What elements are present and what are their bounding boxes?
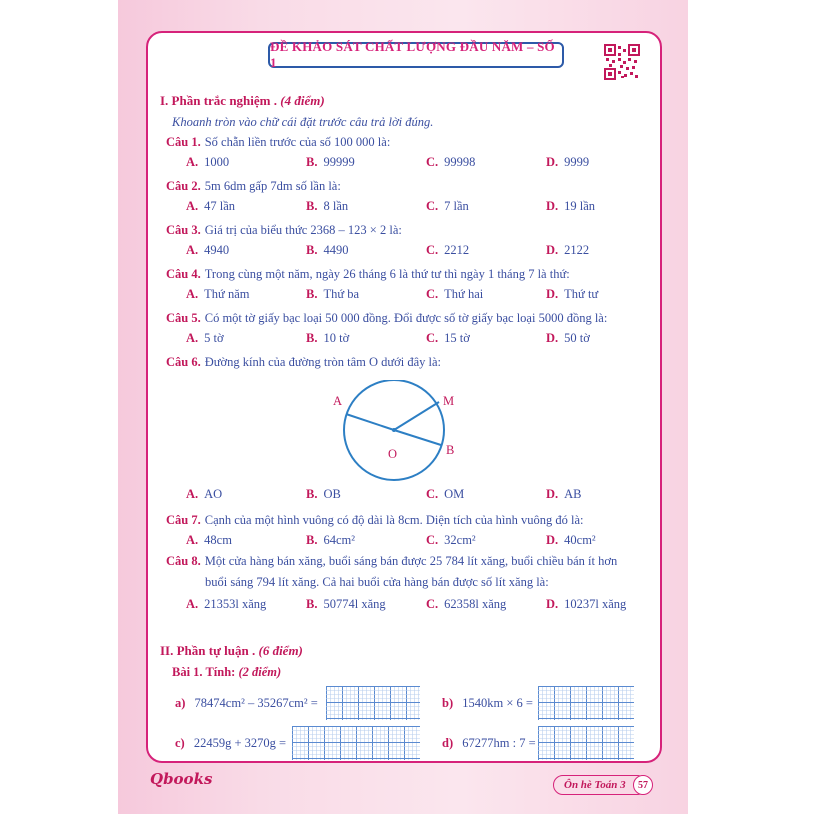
question-5 — [166, 311, 607, 325]
option-a[interactable] — [186, 155, 229, 169]
option-c[interactable] — [426, 287, 483, 301]
option-key: A. — [186, 597, 199, 611]
option-value: 47 lần — [204, 199, 236, 213]
question-label: Câu 3. — [166, 223, 201, 237]
option-a[interactable] — [186, 331, 224, 345]
answer-grid-b[interactable] — [538, 686, 634, 720]
bai1-heading — [172, 665, 281, 679]
option-key: D. — [546, 597, 559, 611]
part2-points: (6 điểm) — [258, 643, 303, 658]
calc-a-key: a) — [175, 696, 186, 710]
option-value: 10237l xăng — [564, 597, 627, 611]
option-b[interactable] — [306, 155, 355, 169]
option-value: 7 lần — [444, 199, 469, 213]
option-d[interactable] — [546, 287, 598, 301]
option-key: A. — [186, 199, 199, 213]
question-text: 5m 6dm gấp 7dm số lần là: — [204, 179, 341, 193]
option-key: D. — [546, 199, 559, 213]
option-key: D. — [546, 287, 559, 301]
option-b[interactable] — [306, 287, 359, 301]
part2-heading — [160, 644, 303, 658]
option-key: A. — [186, 487, 199, 501]
option-value: 40cm² — [564, 533, 596, 547]
option-value: 62358l xăng — [444, 597, 507, 611]
option-value: 50 tờ — [564, 331, 590, 345]
option-a[interactable] — [186, 487, 222, 501]
option-value: 32cm² — [444, 533, 476, 547]
option-key: C. — [426, 155, 439, 169]
option-value: Thứ tư — [564, 287, 599, 301]
option-b[interactable] — [306, 331, 349, 345]
question-1 — [166, 135, 390, 149]
title-box — [268, 39, 564, 70]
option-value: OB — [323, 487, 341, 501]
calc-a-expr: 78474cm² – 35267cm² = — [194, 696, 318, 710]
part1-heading — [160, 94, 325, 108]
option-value: 21353l xăng — [204, 597, 267, 611]
option-d[interactable] — [546, 533, 596, 547]
publisher-logo: Qbooks — [150, 770, 213, 788]
option-a[interactable] — [186, 243, 229, 257]
option-key: C. — [426, 243, 439, 257]
option-key: B. — [306, 533, 318, 547]
option-d[interactable] — [546, 487, 582, 501]
question-label: Câu 6. — [166, 355, 201, 369]
option-c[interactable] — [426, 533, 476, 547]
option-key: A. — [186, 331, 199, 345]
option-value: 64cm² — [323, 533, 355, 547]
option-value: 10 tờ — [323, 331, 350, 345]
option-value: 2212 — [444, 243, 470, 257]
option-value: 4940 — [204, 243, 230, 257]
question-label: Câu 1. — [166, 135, 201, 149]
calc-a — [175, 696, 318, 710]
calc-c — [175, 736, 286, 750]
answer-grid-c[interactable] — [292, 726, 420, 760]
bai1-label: Bài 1. Tính: — [172, 665, 236, 679]
calc-d-key: d) — [442, 736, 454, 750]
question-4 — [166, 267, 570, 281]
option-c[interactable] — [426, 199, 469, 213]
option-value: 4490 — [323, 243, 349, 257]
option-a[interactable] — [186, 597, 266, 611]
option-value: 1000 — [204, 155, 230, 169]
option-value: 48cm — [204, 533, 232, 547]
question-6 — [166, 355, 441, 369]
option-value: 5 tờ — [204, 331, 224, 345]
bai1-points: (2 điểm) — [238, 665, 282, 679]
option-value: AB — [564, 487, 582, 501]
option-key: B. — [306, 199, 318, 213]
option-value: OM — [444, 487, 465, 501]
segment-ob — [394, 430, 441, 445]
option-d[interactable] — [546, 199, 595, 213]
part1-heading-text: I. Phần trắc nghiệm . — [160, 93, 277, 108]
option-a[interactable] — [186, 533, 232, 547]
page-title: ĐỀ KHẢO SÁT CHẤT LƯỢNG ĐẦU NĂM – SỐ 1 — [270, 39, 555, 70]
option-value: 19 lần — [564, 199, 596, 213]
option-value: AO — [204, 487, 223, 501]
calc-c-expr: 22459g + 3270g = — [193, 736, 287, 750]
question-text: Đường kính của đường tròn tâm O dưới đây là: — [204, 355, 442, 369]
option-key: D. — [546, 533, 559, 547]
question-label: Câu 2. — [166, 179, 201, 193]
answer-grid-a[interactable] — [326, 686, 420, 720]
option-c[interactable] — [426, 331, 470, 345]
option-key: C. — [426, 331, 439, 345]
qr-code-icon — [604, 44, 640, 80]
option-d[interactable] — [546, 155, 589, 169]
question-text: Một cửa hàng bán xăng, buổi sáng bán được 25 784 lít xăng, buổi chiều bán ít hơn — [204, 554, 618, 568]
part1-points: (4 điểm) — [280, 93, 325, 108]
question-text: Cạnh của một hình vuông có độ dài là 8cm. Diện tích của hình vuông đó là: — [204, 513, 584, 527]
option-c[interactable] — [426, 243, 469, 257]
circle-figure — [320, 380, 480, 490]
option-key: C. — [426, 199, 439, 213]
option-key: C. — [426, 533, 439, 547]
option-key: C. — [426, 287, 439, 301]
option-b[interactable] — [306, 533, 355, 547]
option-a[interactable] — [186, 199, 235, 213]
option-key: A. — [186, 533, 199, 547]
option-key: B. — [306, 155, 318, 169]
label-b: B — [446, 443, 455, 457]
label-o: O — [388, 447, 398, 461]
question-3 — [166, 223, 402, 237]
option-value: 99998 — [444, 155, 476, 169]
question-text: Trong cùng một năm, ngày 26 tháng 6 là thứ tư thì ngày 1 tháng 7 là thứ: — [204, 267, 570, 281]
question-label: Câu 8. — [166, 554, 201, 568]
option-b[interactable] — [306, 597, 386, 611]
option-value: 99999 — [323, 155, 355, 169]
option-key: B. — [306, 243, 318, 257]
question-label: Câu 4. — [166, 267, 201, 281]
option-d[interactable] — [546, 331, 590, 345]
option-key: B. — [306, 487, 318, 501]
option-value: 8 lần — [323, 199, 349, 213]
option-c[interactable] — [426, 597, 506, 611]
calc-c-key: c) — [175, 736, 185, 750]
option-key: D. — [546, 331, 559, 345]
part2-heading-text: II. Phần tự luận . — [160, 643, 256, 658]
question-label: Câu 7. — [166, 513, 201, 527]
answer-grid-d[interactable] — [538, 726, 634, 760]
option-key: D. — [546, 155, 559, 169]
option-value: 9999 — [564, 155, 590, 169]
option-key: B. — [306, 331, 318, 345]
option-value: 2122 — [564, 243, 590, 257]
option-value: 15 tờ — [444, 331, 470, 345]
calc-b — [442, 696, 533, 710]
calc-d-expr: 67277hm : 7 = — [462, 736, 536, 750]
question-label: Câu 5. — [166, 311, 201, 325]
segment-ao — [346, 414, 394, 430]
calc-b-expr: 1540km × 6 = — [462, 696, 533, 710]
option-key: B. — [306, 597, 318, 611]
calc-b-key: b) — [442, 696, 454, 710]
option-key: A. — [186, 243, 199, 257]
footer-book-title: Ôn hè Toán 3 — [564, 779, 626, 791]
question-8 — [166, 554, 617, 568]
question-text: Có một tờ giấy bạc loại 50 000 đồng. Đổi được số tờ giấy bạc loại 5000 đồng là: — [204, 311, 608, 325]
option-value: 50774l xăng — [323, 597, 386, 611]
option-key: C. — [426, 597, 439, 611]
calc-d — [442, 736, 536, 750]
question-2 — [166, 179, 341, 193]
center-point — [392, 428, 396, 432]
option-key: C. — [426, 487, 439, 501]
segment-om — [394, 402, 439, 430]
option-b[interactable] — [306, 243, 348, 257]
option-key: D. — [546, 487, 559, 501]
option-c[interactable] — [426, 155, 475, 169]
question-7 — [166, 513, 583, 527]
option-value: Thứ năm — [204, 287, 250, 301]
option-a[interactable] — [186, 287, 249, 301]
label-m: M — [443, 394, 455, 408]
option-key: A. — [186, 287, 199, 301]
option-b[interactable] — [306, 199, 348, 213]
question-text: Số chẵn liền trước của số 100 000 là: — [204, 135, 391, 149]
option-value: Thứ hai — [444, 287, 484, 301]
question-text-line2: buổi sáng 794 lít xăng. Cả hai buổi cửa hàng bán được số lít xăng là: — [205, 575, 549, 589]
option-d[interactable] — [546, 597, 626, 611]
option-value: Thứ ba — [323, 287, 360, 301]
question-text: Giá trị của biểu thức 2368 – 123 × 2 là: — [204, 223, 402, 237]
label-a: A — [333, 394, 343, 408]
option-key: A. — [186, 155, 199, 169]
part1-instruction: Khoanh tròn vào chữ cái đặt trước câu trả lời đúng. — [172, 115, 434, 129]
page-number: 57 — [633, 775, 653, 795]
option-key: D. — [546, 243, 559, 257]
option-key: B. — [306, 287, 318, 301]
option-d[interactable] — [546, 243, 589, 257]
